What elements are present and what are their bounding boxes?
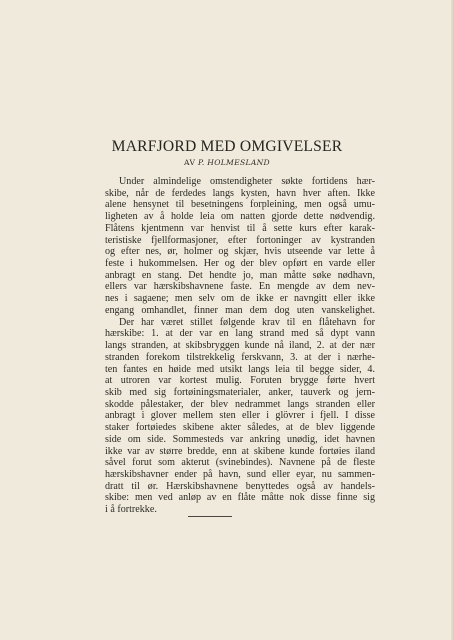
body-line: ellers var hærskibshavnene faste. En mengde av dem nev- <box>105 281 375 293</box>
byline-prefix: AV <box>184 158 196 167</box>
end-rule <box>188 516 232 517</box>
body-line: nes i sagaene; men selv om de ikke er navngitt eller ikke <box>105 293 375 305</box>
body-line: staker fortøiedes skibene akter således, at de blev liggende <box>105 422 375 434</box>
body-line: i å fortrekke. <box>105 504 157 516</box>
body-line: dratt til ør. Hærskibshavnene benyttedes også av handels- <box>105 480 375 492</box>
article-title: MARFJORD MED OMGIVELSER <box>111 138 343 155</box>
body-line: feste i hukommelsen. Her og der blev opført en varde eller <box>105 258 375 270</box>
body-line: anbragt en stang. Det hendte jo, man måtte søke nødhavn, <box>105 269 375 281</box>
body-line: anbragt i glover mellem sten eller i glövrer i fjell. I disse <box>105 410 375 422</box>
body-line: skibe: men ved anløp av en flåte måtte nok disse finne sig <box>105 492 375 504</box>
body-line: side om side. Sommesteds var ankring unødig, idet havnen <box>105 433 375 445</box>
article-body <box>105 176 375 516</box>
body-line: såvel forut som akterut (svinebindes). Navnene på de fleste <box>105 457 375 469</box>
body-line: engang omhandlet, finner man dem dog uten vanskelighet. <box>105 304 375 316</box>
body-line: at utroren var kortest mulig. Foruten brygge førte hvert <box>105 375 375 387</box>
body-line: alene hensynet til besetningens forpleining, men også umu- <box>105 199 375 211</box>
body-line: Flåtens kjentmenn var henvist til å sette kurs efter karak- <box>105 222 375 234</box>
body-line: Der har været stillet følgende krav til en flåtehavn for <box>119 316 375 328</box>
body-line: og efter nes, ør, holmer og skjær, hvis utseende var lette å <box>105 246 375 258</box>
body-line: teristiske fjellformasjoner, efter fortoninger av kystranden <box>105 234 375 246</box>
body-line: stranden forekom tilstrekkelig ferskvann, 3. at der i nærhe- <box>105 351 375 363</box>
body-line: skodde pålestaker, der blev nedrammet langs stranden eller <box>105 398 375 410</box>
body-line: langs stranden, at skibsbryggen kunde nå iland, 2. at der nær <box>105 340 375 352</box>
body-line: ten fantes en høide med utsikt langs leia til begge sider, 4. <box>105 363 375 375</box>
body-line: hærskibshavner ender på havn, sund eller eyar, nu sammen- <box>105 468 375 480</box>
body-line: ikke var av større bredde, enn at skibene kunde fortøies iland <box>105 445 375 457</box>
body-line: Under almindelige omstendigheter søkte fortidens hær- <box>119 176 375 187</box>
byline-author: P. HOLMESLAND <box>197 158 270 167</box>
body-line: hærskibe: 1. at der var en lang strand med så dypt vann <box>105 328 375 340</box>
body-line: skibe, når de ferdedes langs kysten, havn hver aften. Ikke <box>105 187 375 199</box>
article-byline <box>0 158 454 167</box>
body-line: skib med sig fortøiningsmaterialer, anker, tauverk og jern- <box>105 386 375 398</box>
body-line: ligheten av å holde leia om natten gjorde dette nødvendig. <box>105 211 375 223</box>
